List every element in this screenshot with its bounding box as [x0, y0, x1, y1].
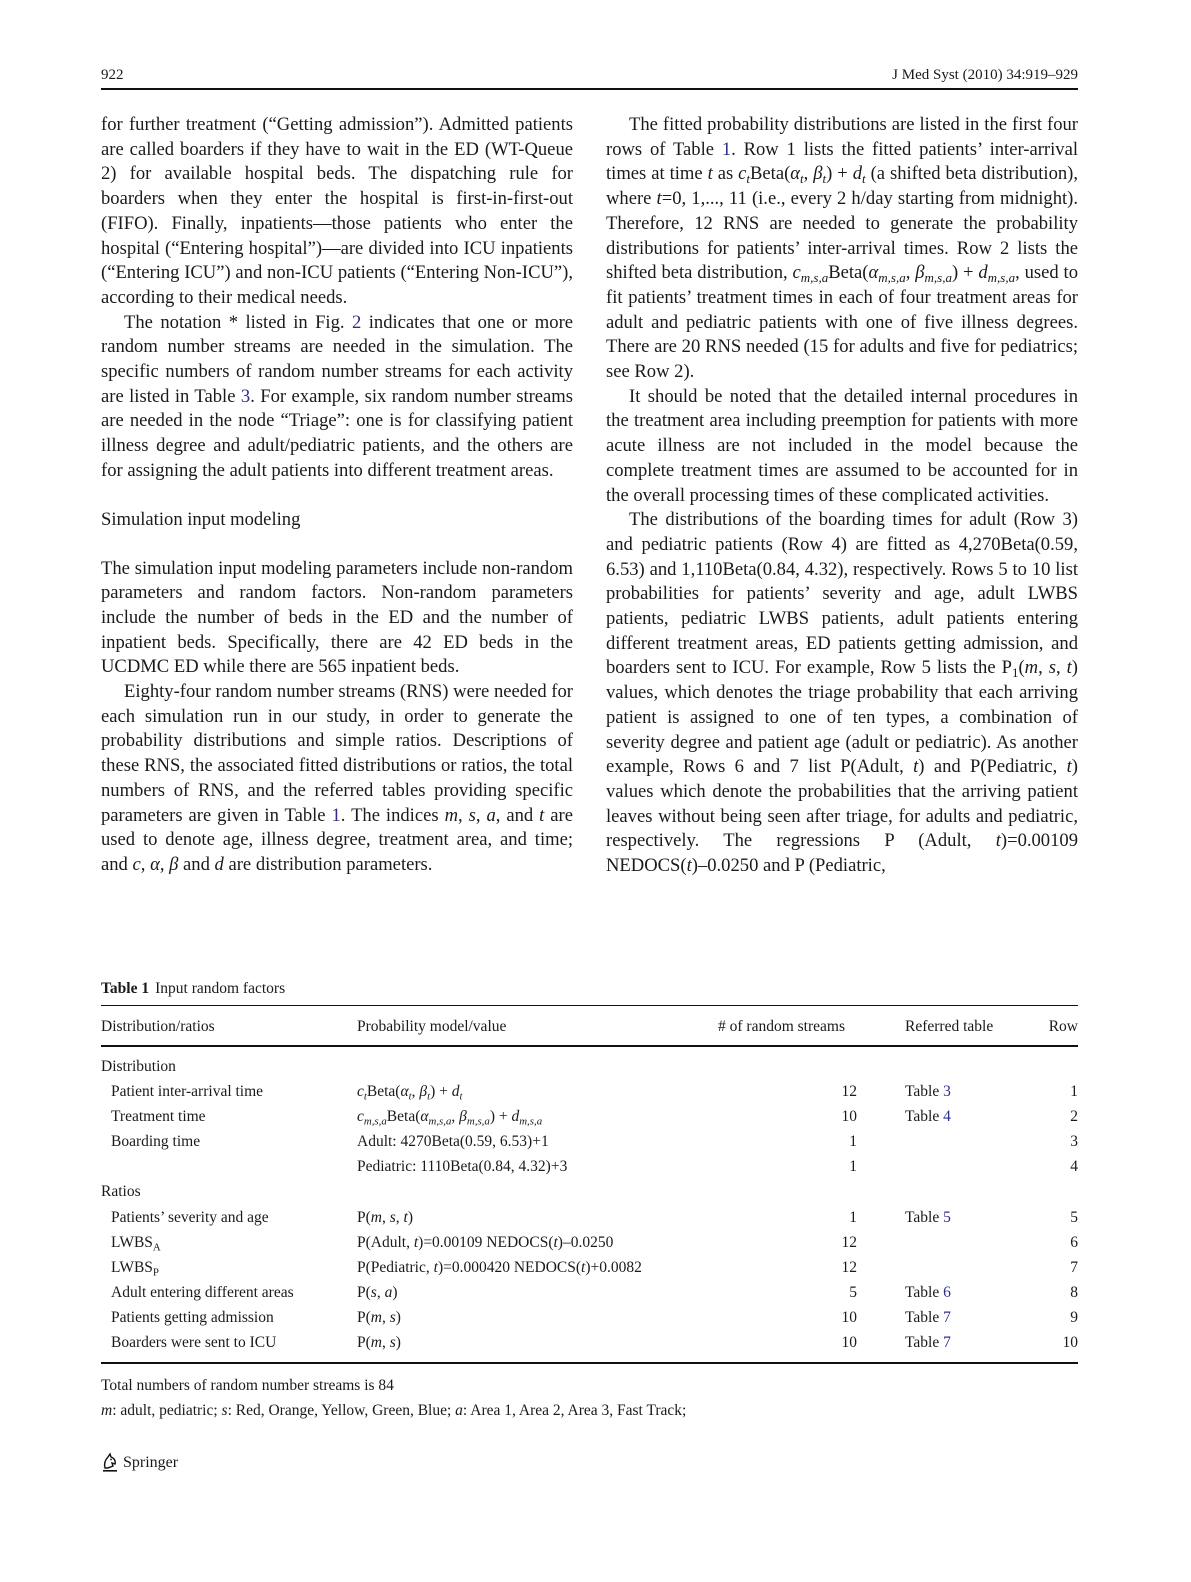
column-header: Referred table	[905, 1018, 994, 1035]
table-title: Input random factors	[155, 980, 286, 997]
table-row: Adult entering different areas P(s, a) 5 Table 6 8	[101, 1281, 1078, 1305]
model-cell: P(m, s)	[357, 1309, 401, 1326]
paragraph: The fitted probability distributions are listed in the first four rows of Table 1. Row 1 lists the fitted patients’ inter-arrival times at time t as $c_tBeta(\alpha_t$, $\beta_t) + d_t$ (a shifted beta distribution), where t=0, 1,..., 11 (i.e., every 2 h/day starting from midnight). Therefore, 12 RNS are needed to generate the probability distributions for patients’ inter-arrival times. Row 2 lists the shifted beta distribution, $c_{m,s,a}Beta(\alpha_{m,s,a}$, $\beta_{m,s,a}) + d_{m,s,a}$, used to fit patients’ treatment times in each of four treatment areas for adult and pediatric patients with one of five illness degrees. There are 20 RNS needed (15 for adults and five for pediatrics; see Row 2).	[606, 114, 1078, 383]
figure-link[interactable]: 2	[352, 311, 362, 333]
publisher-name: Springer	[123, 1454, 179, 1471]
table-row: Patients’ severity and age P(m, s, t) 1 Table 5 5	[101, 1206, 1078, 1230]
section-heading: Simulation input modeling	[101, 508, 301, 530]
table-row: Boarding time Adult: 4270Beta(0.59, 6.53)+1 1 3	[111, 1133, 1078, 1150]
table-link[interactable]: 6	[943, 1284, 951, 1301]
model-cell: P(Adult, t)=0.00109 NEDOCS(t)–0.0250	[357, 1234, 614, 1251]
right-column	[606, 113, 1078, 879]
table-group-row	[101, 1180, 1078, 1204]
model-cell: P(m, s)	[357, 1334, 401, 1351]
model-cell: $c_{m,s,a}Beta(\alpha_{m,s,a}$, $\beta_{m,s,a}) + d_{m,s,a}$	[357, 1108, 543, 1128]
table-row: Treatment time $c_{m,s,a}Beta(\alpha_{m,s,a}$, $\beta_{m,s,a}) + d_{m,s,a}$ 10 Table 4 2	[101, 1105, 1078, 1129]
paragraph: The notation * listed in Fig. 2 indicates that one or more random number streams are needed in the simulation. The specific numbers of random number streams for each activity are listed in Table 3. For example, six random number streams are needed in the node “Triage”: one is for classifying patient illness degree and adult/pediatric patients, and the others are for assigning the adult patients into different treatment areas.	[101, 311, 574, 481]
header-rule	[101, 88, 1078, 90]
paragraph: for further treatment (“Getting admission”). Admitted patients are called boarders if they have to wait in the ED (WT-Queue 2) for available hospital beds. The dispatching rule for boarders when they enter the hospital is first-in-first-out (FIFO). Finally, inpatients—those patients who enter the hospital (“Entering hospital”)—are divided into ICU inpatients (“Entering ICU”) and non-ICU patients (“Entering Non-ICU”), according to their medical needs.	[101, 114, 573, 308]
journal-reference: J Med Syst (2010) 34:919–929	[892, 67, 1078, 83]
footnote-legend: m: adult, pediatric; s: Red, Orange, Yellow, Green, Blue; a: Area 1, Area 2, Area 3, Fast Track;	[101, 1402, 687, 1419]
table-label: Table 1	[101, 980, 150, 997]
group-label: Distribution	[101, 1058, 176, 1075]
footnote-total: Total numbers of random number streams is 84	[101, 1377, 394, 1394]
table-row: Patient inter-arrival time $c_tBeta(\alpha_t$, $\beta_t) + d_t$ 12 Table 3 1	[101, 1080, 1078, 1104]
table-row: $LWBS_P$ P(Pediatric, t)=0.000420 NEDOCS(t)+0.0082 12 7	[101, 1256, 1078, 1280]
model-cell: $c_tBeta(\alpha_t$, $\beta_t) + d_t$	[357, 1083, 463, 1103]
column-header: # of random streams	[718, 1018, 845, 1035]
table-link[interactable]: 5	[943, 1209, 951, 1226]
table-link[interactable]: 3	[240, 385, 251, 407]
group-label: Ratios	[101, 1183, 141, 1200]
table-link[interactable]: 4	[943, 1108, 951, 1125]
column-header: Probability model/value	[357, 1018, 507, 1035]
table-bottom-rule	[101, 1362, 1078, 1364]
table-link[interactable]: 7	[943, 1334, 951, 1351]
table-row: Boarders were sent to ICU P(m, s) 10 Table 7 10	[101, 1331, 1078, 1355]
table-caption	[101, 978, 285, 1000]
springer-knight-icon	[101, 1452, 119, 1474]
model-cell: P(Pediatric, t)=0.000420 NEDOCS(t)+0.0082	[357, 1259, 642, 1276]
model-cell: P(m, s, t)	[357, 1209, 414, 1226]
page-number: 922	[101, 67, 124, 83]
table-link[interactable]: 3	[943, 1083, 951, 1100]
table-link[interactable]: 1	[331, 804, 341, 826]
table-header-row	[101, 1015, 1078, 1039]
paragraph: The distributions of the boarding times for adult (Row 3) and pediatric patients (Row 4) are fitted as 4,270Beta(0.59, 6.53) and 1,110Beta(0.84, 4.32), respectively. Rows 5 to 10 list probabilities for patients’ severity and age, adult LWBS patients, pediatric LWBS patients, adult patients entering different treatment areas, ED patients getting admission, and boarders sent to ICU. For example, Row 5 lists the $P_1(m$, s, t) values, which denotes the triage probability that each arriving patient is assigned to one of ten types, a combination of severity degree and patient age (adult or pediatric). As another example, Rows 6 and 7 list P(Adult, t) and P(Pediatric, t) values which denote the probabilities that the arriving patient leaves without being seen after triage, for adults and pediatric, respectively. The regressions P (Adult, t)=0.00109 NEDOCS(t)–0.0250 and P (Pediatric,	[606, 509, 1078, 877]
table-row: Patients getting admission P(m, s) 10 Table 7 9	[101, 1306, 1078, 1330]
publisher-logo	[101, 1452, 178, 1474]
table-footnotes	[101, 1373, 686, 1423]
table-link[interactable]: 1	[721, 138, 732, 160]
table-header-rule	[101, 1045, 1078, 1047]
paragraph: Eighty-four random number streams (RNS) were needed for each simulation run in our study, in order to generate the probability distributions and simple ratios. Descriptions of these RNS, the associated fitted distributions or ratios, the total numbers of RNS, and the referred tables providing specific parameters are given in Table 1. The indices m, s, a, and t are used to denote age, illness degree, treatment area, and time; and c, α, β and d are distribution parameters.	[101, 681, 573, 875]
paragraph: The simulation input modeling parameters include non-random parameters and random factors. Non-random parameters include the number of beds in the ED and the number of inpatient beds. Specifically, there are 42 ED beds in the UCDMC ED while there are 565 inpatient beds.	[101, 557, 573, 678]
running-header	[101, 64, 1078, 86]
table-row: Pediatric: 1110Beta(0.84, 4.32)+3 1 4	[357, 1158, 1078, 1175]
table-row: $LWBS_A$ P(Adult, t)=0.00109 NEDOCS(t)–0.0250 12 6	[101, 1231, 1078, 1255]
table-top-rule	[101, 1005, 1078, 1006]
left-column	[101, 113, 573, 878]
table-link[interactable]: 7	[943, 1309, 951, 1326]
model-cell: P(s, a)	[357, 1284, 398, 1301]
paragraph: It should be noted that the detailed internal procedures in the treatment area including preemption for patients with more acute illness are not included in the model because the complete treatment times are assumed to be accounted for in the overall processing times of these complicated activities.	[606, 385, 1078, 506]
column-header: Row	[1048, 1018, 1078, 1035]
table-group-row	[101, 1055, 1078, 1079]
column-header: Distribution/ratios	[101, 1018, 215, 1035]
